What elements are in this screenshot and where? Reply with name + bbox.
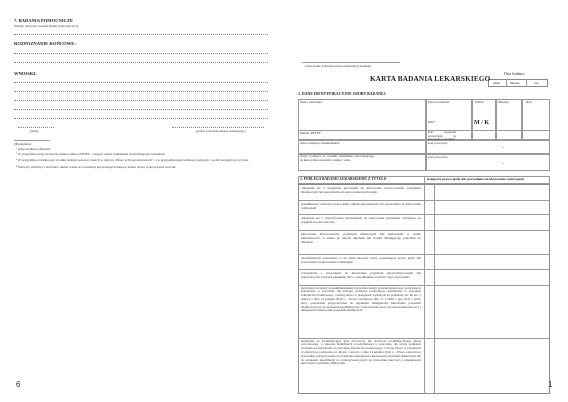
basis-option[interactable]: kandydata do szkoły ponadgimnazjalnej lub ucznia szkoły ponadpodstawowej, prowadzącej kształcenie w zawodzie, dla którego podstawa programowa kształcenia w zawodzie szkolnictwa branżowego, o której mowa w przepisach wydanych na podstawie art. 46 ust. 1 ustawy z dnia 14 grudnia 2016 r. – Prawo oświatowe (Dz. U. z 2020 r. poz. 910, z późn. zm.), przewiduje przygotowanie do uzyskania umiejętności kierowania pojazdem silnikowym lub do uzyskania kwalifikacji do wykonywania pracy na stanowisku kierowcy i umiejętności kierowania pojazdem silnikowym [301,285,421,313]
date-year-label: rok [534,81,539,85]
date-label: (data) [30,129,39,133]
explanation-item: ¹ Odpowiednie podkreślić. [16,147,51,151]
date-divider [526,79,527,87]
basis-option[interactable]: kandydata na kwalifikacyjny kurs zawodowy lub słuchacza kwalifikacyjnego kursu zawodowego, w zakresie kwalifikacji wyodrębnionej w zawodzie, dla której podstawa programowa kształcenia w zawodzie szkolnictwa branżowego, o której mowa w przepisach wydanych na podstawie art. 46 ust. 1 ustawy z dnia 14 grudnia 2016 r. – Prawo oświatowe, przewiduje przygotowanie do uzyskania umiejętności kierowania pojazdem silnikowym lub do uzyskania kwalifikacji do wykonywania pracy na stanowisku kierowcy i umiejętności kierowania pojazdem silnikowym [301,338,421,366]
section1-title: 1. DANE IDENTYFIKACYJNE OSOBY BADANEJ [298,92,386,96]
postal-dash-2: – [502,160,504,165]
date-divider [506,79,507,87]
recognition-line [14,53,268,54]
pesel-label: Numer PESEL² [300,131,322,135]
basis-option[interactable]: uzasadnionych zastrzeżeń co do stanu zdrowia osoby posiadającej prawo jazdy lub pozwolenie na kierowanie tramwajem [301,255,421,264]
conclusions-line [14,118,268,119]
date-day-label: dzień [493,81,500,85]
conclusions-line [14,82,268,83]
signature-line [172,127,264,128]
page-number: 6 [16,380,21,389]
date-line [18,127,54,128]
section7-title: 7. BADANIA POMOCNICZE [14,18,74,23]
birth-date-label: Data urodzenia [428,100,450,104]
explanation-item: ⁴ Pierwszy właściwy i nazwisko, numer wpisu do rewidencji uprawnionych lekarzy, numer prawa wykonywania zawodu. [16,165,177,169]
sex-value[interactable]: M / K [474,120,489,126]
section2-checkbox-divider [434,184,435,394]
explanation-item: ² W przypadku osoby, której nie nadano numeru PESEL – nazwę i numer dokumentu stwierdzającego tożsamość. [16,152,166,156]
conclusions-line [14,100,268,101]
section7-subtitle: Należy dołączyć wyniki badań pomocniczych [14,24,79,28]
section2-right-header: kategoria prawa jazdy lub pozwolenie na kierowanie tramwajem [427,177,524,181]
page-one [284,0,568,402]
conclusions-title: WNIOSKI: [14,71,37,76]
basis-option[interactable]: kierowania motorowerem, pojazdem silnikowym lub tramwajem w stanie nietrzeźwości, w stanie po użyciu alkoholu lub środka działającego podobnie do alkoholu [301,231,421,244]
form-title: KARTA BADANIA LEKARSKIEGO [370,75,491,83]
section2-header-divider [424,176,425,184]
explanation-item: ³ W przypadku prawidłowego wyniku badania postawić znak X w rubryce „Brak cechy patologicznych”, a w przypadku nieprawidłowej patologii – podać szczegółowy jej opis. [16,157,249,162]
explanations-title: Objaśnienia: [14,142,32,146]
conclusions-line [14,91,268,92]
section2-title: 2. PODLEGA BADANIU LEKARSKIEMU Z TYTUŁU¹ [300,177,388,181]
document-label: Organ wydający do wydania dokumentu uprawniającego do kierowania pojazdami i numer i adres [300,154,374,162]
name-label: Imię i nazwisko [300,100,323,104]
address-label: Adres miejsca zamieszkania [300,141,340,145]
category-label: Rok uzyskania uprawnienia do kierowania pojazdami [428,130,456,142]
section2-divider [424,184,425,394]
signature-label: (podpis i pieczątka lekarza orzekającego) [196,129,246,133]
unit-line [302,62,400,63]
birth-year-label: Rok [526,100,532,104]
results-line [14,34,268,35]
page-number: 1 [548,380,553,389]
basis-option[interactable]: obiegania się o uzyskanie uprawnień do kierowania motorowerem, pojazdami silnikowymi lub uprawnienia do kierowania tramwajem [301,185,421,194]
footnote-separator [14,140,50,141]
birth-day-label: Dzień [475,100,484,104]
basis-option[interactable]: przedłużenie ważności prawa jazdy określonej kategorii lub pozwolenia na kierowanie tramwajem [301,201,421,210]
sex-label: Płeć¹ [428,120,436,124]
unit-label: (oznaczenie jednostki przeprowadzającej badanie) [305,64,372,68]
basis-option[interactable]: obiegania się o przywrócenie uprawnienia do kierowania pojazdami cofniętego ze względu na stan zdrowia [301,215,421,224]
recognition-line [14,62,268,63]
date-month-label: miesiąc [510,81,520,85]
postal-dash: – [502,144,504,149]
conclusions-line [14,109,268,110]
postal-label-2: kod pocztowy [428,155,448,159]
postal-label: kod pocztowy [428,141,448,145]
exam-date-title: Data badania: [504,72,525,76]
basis-option[interactable]: wystąpienia o zezwolenie na kierowanie pojazdem uprzywilejowanym lub przewożącym wartości pieniężne albo o przedłużenie ważności tego zezwolenia [301,270,421,279]
recognition-title: ROZPOZNANIE KOŃCOWE: [14,41,76,46]
birth-month-label: Miesiąc [498,100,510,104]
